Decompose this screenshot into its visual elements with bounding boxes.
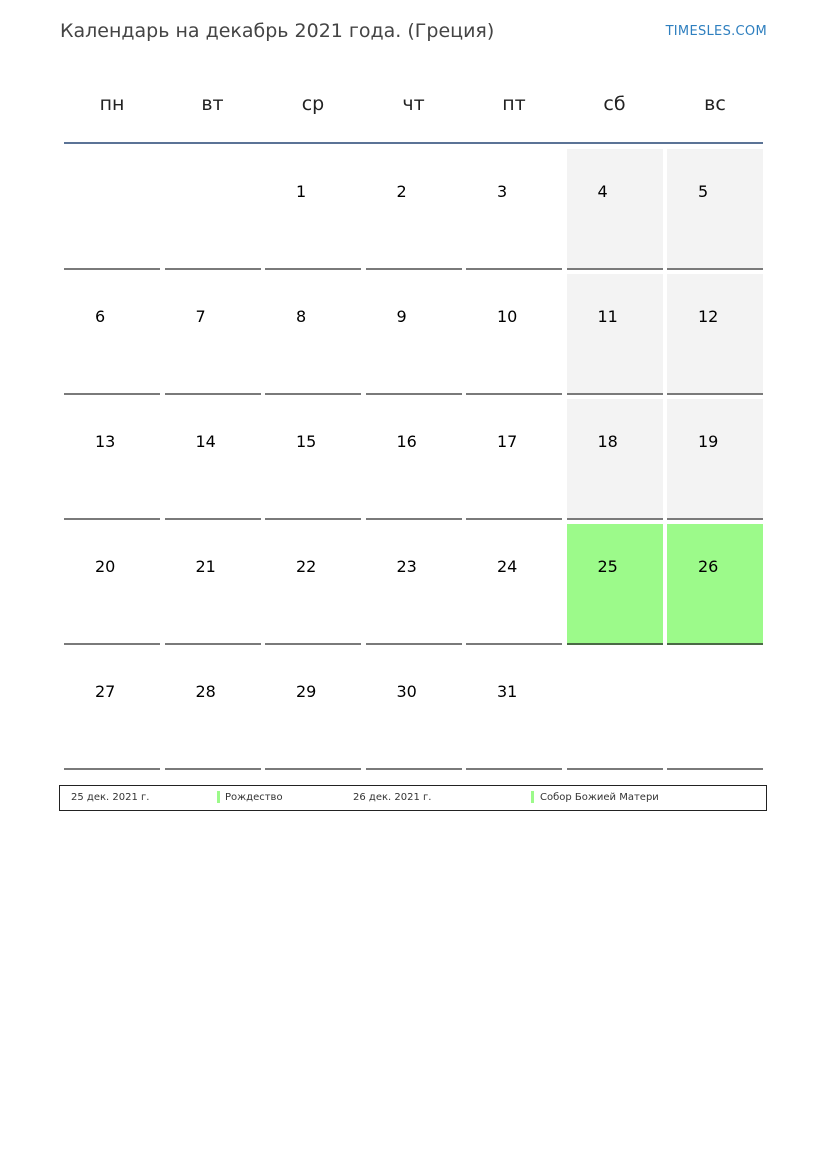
day-cell — [64, 649, 160, 770]
day-cell-weekend — [567, 274, 663, 395]
day-number: 23 — [396, 557, 417, 576]
day-cell — [64, 274, 160, 395]
holiday-date: 25 дек. 2021 г. — [71, 792, 150, 803]
day-number: 1 — [296, 182, 307, 201]
day-cell-empty — [567, 649, 663, 770]
day-cell — [265, 149, 361, 270]
day-number: 31 — [497, 682, 518, 701]
brand-link[interactable]: TIMESLES.COM — [665, 24, 767, 39]
page-title: Календарь на декабрь 2021 года. (Греция) — [60, 20, 495, 42]
day-cell — [265, 274, 361, 395]
day-number: 21 — [195, 557, 216, 576]
holiday-color-marker — [217, 791, 220, 803]
day-number: 16 — [396, 432, 417, 451]
weekday-sat: сб — [603, 93, 626, 115]
day-cell — [466, 149, 562, 270]
day-number: 26 — [698, 557, 719, 576]
day-cell — [165, 524, 261, 645]
holiday-date: 26 дек. 2021 г. — [353, 792, 432, 803]
day-number: 14 — [195, 432, 216, 451]
day-cell — [265, 649, 361, 770]
day-number: 12 — [698, 307, 719, 326]
weekday-mon: пн — [99, 93, 125, 115]
day-cell-weekend — [567, 399, 663, 520]
weekday-header — [64, 86, 763, 122]
day-cell — [366, 649, 462, 770]
day-number: 20 — [95, 557, 116, 576]
weekday-thu: чт — [402, 93, 425, 115]
day-cell — [366, 399, 462, 520]
day-number: 3 — [497, 182, 508, 201]
weekday-sun: вс — [704, 93, 726, 115]
day-number: 29 — [296, 682, 317, 701]
day-number: 19 — [698, 432, 719, 451]
day-number: 30 — [396, 682, 417, 701]
day-cell — [265, 399, 361, 520]
day-cell — [165, 649, 261, 770]
day-cell — [64, 524, 160, 645]
day-cell-weekend — [667, 149, 763, 270]
day-cell — [165, 399, 261, 520]
weekday-wed: ср — [301, 93, 325, 115]
day-cell-holiday — [667, 524, 763, 645]
day-cell — [64, 149, 160, 270]
day-cell — [466, 524, 562, 645]
day-number: 25 — [597, 557, 618, 576]
day-number: 7 — [195, 307, 206, 326]
day-number: 28 — [195, 682, 216, 701]
day-cell-empty — [667, 649, 763, 770]
day-number: 15 — [296, 432, 317, 451]
holiday-name: Рождество — [225, 792, 283, 803]
day-number: 18 — [597, 432, 618, 451]
day-number: 6 — [95, 307, 106, 326]
day-number: 24 — [497, 557, 518, 576]
day-number: 8 — [296, 307, 307, 326]
day-cell — [466, 274, 562, 395]
header-divider — [64, 142, 763, 144]
day-cell-holiday — [567, 524, 663, 645]
day-cell-weekend — [567, 149, 663, 270]
day-cell — [366, 274, 462, 395]
day-cell — [366, 524, 462, 645]
day-cell — [466, 399, 562, 520]
day-number: 10 — [497, 307, 518, 326]
day-cell — [466, 649, 562, 770]
calendar-grid — [64, 149, 763, 770]
weekday-fri: пт — [502, 93, 526, 115]
holiday-name: Собор Божией Матери — [540, 792, 659, 803]
day-cell-weekend — [667, 274, 763, 395]
day-number: 27 — [95, 682, 116, 701]
day-number: 4 — [597, 182, 608, 201]
weekday-tue: вт — [201, 93, 224, 115]
day-cell — [64, 399, 160, 520]
day-cell-weekend — [667, 399, 763, 520]
day-number: 9 — [396, 307, 407, 326]
day-cell — [366, 149, 462, 270]
day-cell — [165, 149, 261, 270]
day-number: 5 — [698, 182, 709, 201]
day-cell — [165, 274, 261, 395]
day-cell — [265, 524, 361, 645]
holiday-legend — [59, 785, 767, 811]
day-number: 11 — [597, 307, 618, 326]
day-number: 22 — [296, 557, 317, 576]
day-number: 13 — [95, 432, 116, 451]
day-number: 2 — [396, 182, 407, 201]
holiday-color-marker — [531, 791, 534, 803]
day-number: 17 — [497, 432, 518, 451]
